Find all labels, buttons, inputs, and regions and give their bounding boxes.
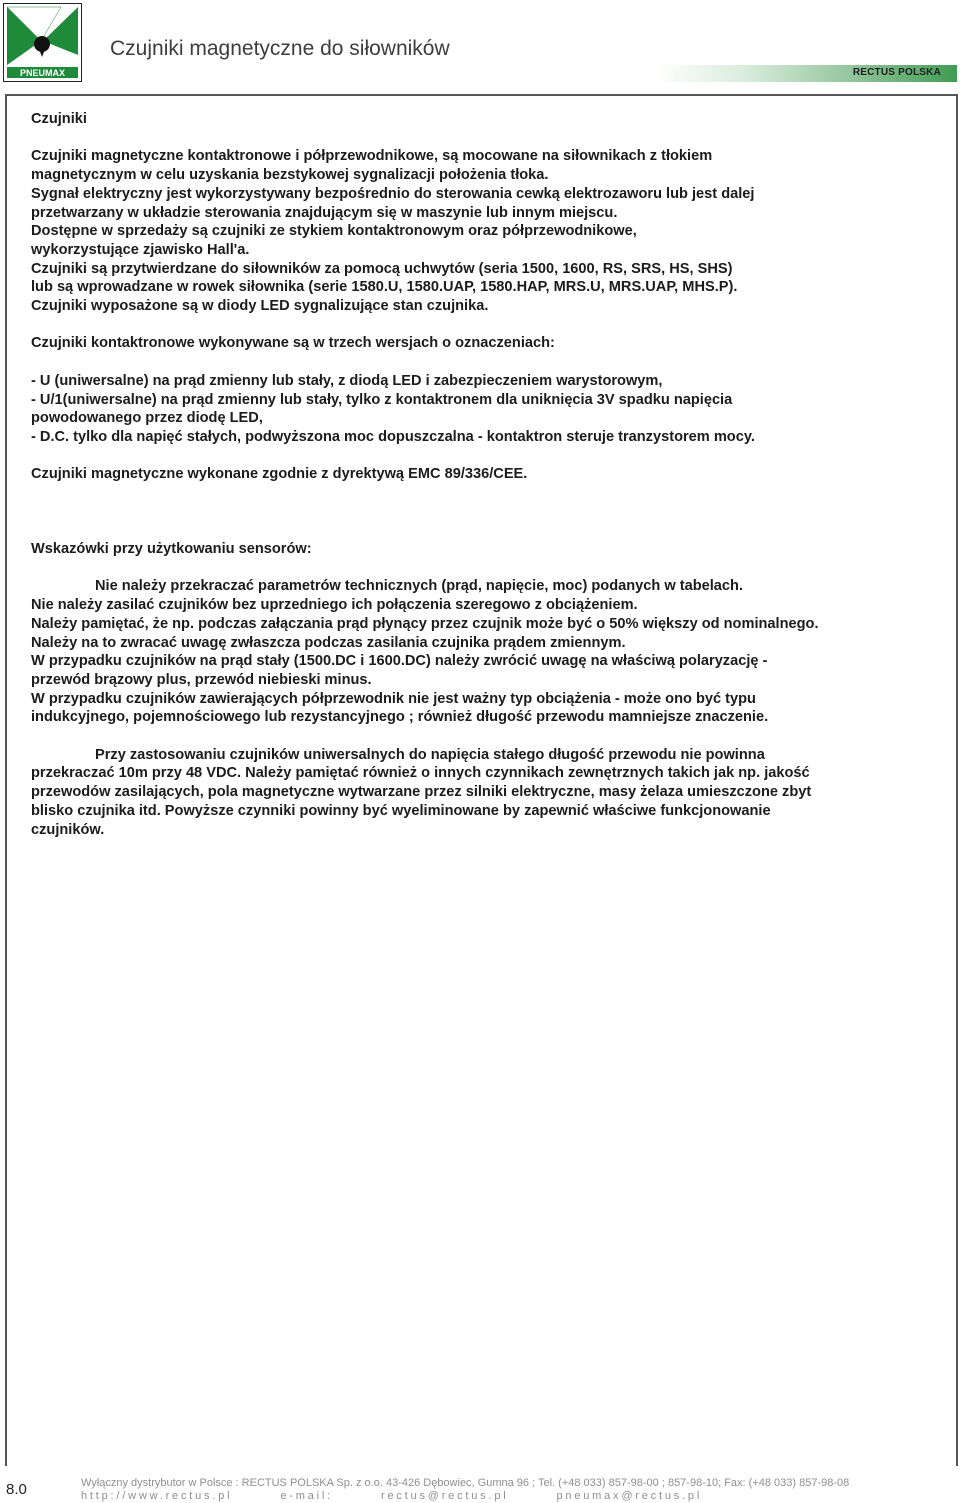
text-line: blisko czujnika itd. Powyższe czynniki powinny być wyeliminowane by zapewnić właściwe funkcjonowanie bbox=[31, 802, 771, 819]
text-line: Dostępne w sprzedaży są czujniki ze stykiem kontaktronowym oraz półprzewodnikowe, bbox=[31, 223, 637, 240]
usage-paragraph-2 bbox=[31, 746, 941, 840]
logo-text: PNEUMAX bbox=[19, 68, 66, 78]
brand-bar bbox=[655, 65, 957, 82]
section-heading-wskazowki: Wskazówki przy użytkowaniu sensorów: bbox=[31, 541, 312, 557]
text-line: czujników. bbox=[31, 821, 105, 838]
text-line: Należy na to zwracać uwagę zwłaszcza podczas zasilania czujnika prądem zmiennym. bbox=[31, 634, 626, 651]
intro-paragraph bbox=[31, 147, 941, 315]
text-line: W przypadku czujników zawierających półprzewodnik nie jest ważny typ obciążenia - może ono być typu bbox=[31, 690, 756, 707]
document-body bbox=[31, 110, 941, 839]
text-line: indukcyjnego, pojemnościowego lub rezystancyjnego ; również długość przewodu mamniejsze znaczenie. bbox=[31, 709, 769, 726]
footer-email-label: e-mail: bbox=[280, 1490, 333, 1502]
footer-email-pneumax[interactable]: pneumax@rectus.pl bbox=[556, 1490, 703, 1502]
footer-contacts bbox=[81, 1490, 750, 1502]
text-line: Nie należy przekraczać parametrów technicznych (prąd, napięcie, moc) podanych w tabelach. bbox=[95, 578, 744, 595]
text-line: Czujniki wyposażone są w diody LED sygnalizujące stan czujnika. bbox=[31, 298, 489, 315]
text-line: Sygnał elektryczny jest wykorzystywany bezpośrednio do sterowania cewką elektrozaworu lub jest dalej bbox=[31, 185, 755, 202]
footer-website[interactable]: http://www.rectus.pl bbox=[81, 1490, 233, 1502]
list-item: - U (uniwersalne) na prąd zmienny lub stały, z diodą LED i zabezpieczeniem warystorowym, bbox=[31, 372, 663, 389]
versions-list bbox=[31, 372, 941, 447]
pneumax-logo bbox=[3, 3, 82, 82]
list-item: powodowanego przez diodę LED, bbox=[31, 410, 263, 427]
usage-paragraph-1 bbox=[31, 577, 941, 727]
text-line: Nie należy zasilać czujników bez uprzedniego ich połączenia szeregowo z obciążeniem. bbox=[31, 597, 638, 614]
text-line: przewodów zasilających, pola magnetyczne wytwarzane przez silniki elektryczne, masy żelaza umieszczone zbyt bbox=[31, 784, 812, 801]
list-item: - U/1(uniwersalne) na prąd zmienny lub stały, tylko z kontaktronem dla uniknięcia 3V spadku napięcia bbox=[31, 391, 733, 408]
list-item: - D.C. tylko dla napięć stałych, podwyższona moc dopuszczalna - kontaktron steruje tranzystorem mocy. bbox=[31, 428, 755, 445]
versions-intro: Czujniki kontaktronowe wykonywane są w trzech wersjach o oznaczeniach: bbox=[31, 335, 555, 352]
text-line: lub są wprowadzane w rowek siłownika (serie 1580.U, 1580.UAP, 1580.HAP, MRS.U, MRS.UAP, MHS.P). bbox=[31, 279, 738, 296]
footer-email-rectus[interactable]: rectus@rectus.pl bbox=[380, 1490, 509, 1502]
footer-distributor: Wyłączny dystrybutor w Polsce : RECTUS POLSKA Sp. z o.o. 43-426 Dębowiec, Gumna 96 ; Tel. (+48 033) 857-98-00 ; 857-98-10; Fax: (+48 033) 857-98-08 bbox=[81, 1477, 850, 1489]
emc-statement: Czujniki magnetyczne wykonane zgodnie z dyrektywą EMC 89/336/CEE. bbox=[31, 466, 528, 483]
text-line: przekraczać 10m przy 48 VDC. Należy pamiętać również o innych czynnikach zewnętrznych takich jak np. jakość bbox=[31, 765, 810, 782]
document-title: Czujniki magnetyczne do siłowników bbox=[110, 37, 450, 60]
text-line: Przy zastosowaniu czujników uniwersalnych do napięcia stałego długość przewodu nie powinna bbox=[95, 746, 765, 763]
brand-label: RECTUS POLSKA bbox=[852, 67, 941, 78]
page-number: 8.0 bbox=[6, 1481, 27, 1498]
text-line: magnetycznym w celu uzyskania bezstykowej sygnalizacji położenia tłoka. bbox=[31, 167, 549, 184]
text-line: W przypadku czujników na prąd stały (1500.DC i 1600.DC) należy zwrócić uwagę na właściwą polaryzację - bbox=[31, 653, 768, 670]
text-line: przetwarzany w układzie sterowania znajdującym się w maszynie lub innym miejscu. bbox=[31, 204, 618, 221]
section-heading-czujniki: Czujniki bbox=[31, 111, 87, 127]
text-line: wykorzystujące zjawisko Hall'a. bbox=[31, 241, 250, 258]
text-line: Czujniki magnetyczne kontaktronowe i półprzewodnikowe, są mocowane na siłownikach z tłokiem bbox=[31, 148, 713, 165]
text-line: Czujniki są przytwierdzane do siłowników za pomocą uchwytów (seria 1500, 1600, RS, SRS, HS, SHS) bbox=[31, 260, 733, 277]
text-line: Należy pamiętać, że np. podczas załączania prąd płynący przez czujnik może być o 50% większy od nominalnego. bbox=[31, 615, 819, 632]
text-line: przewód brązowy plus, przewód niebieski minus. bbox=[31, 671, 372, 688]
